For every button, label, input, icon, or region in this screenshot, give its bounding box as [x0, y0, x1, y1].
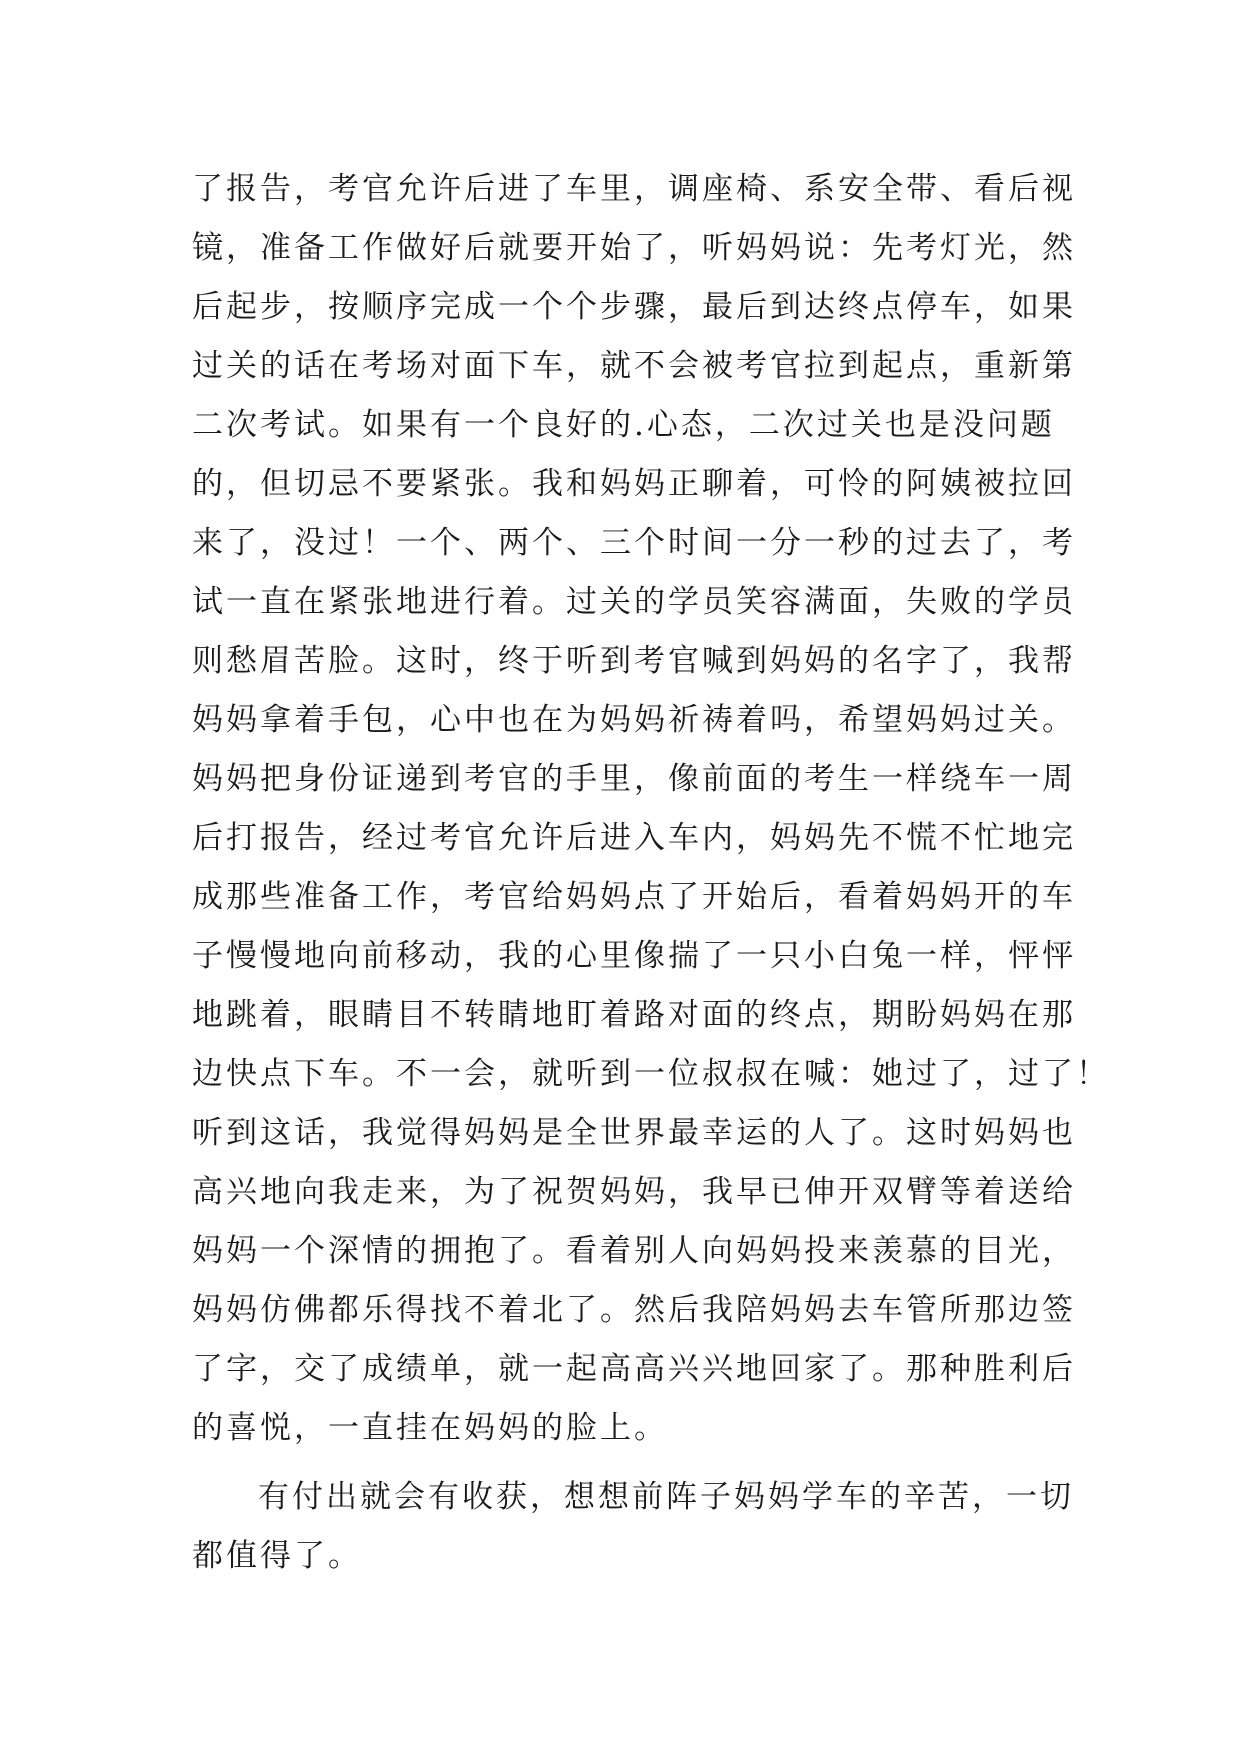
text-line: 则愁眉苦脸。这时，终于听到考官喊到妈妈的名字了，我帮	[192, 643, 1076, 679]
text-line: 成那些准备工作，考官给妈妈点了开始后，看着妈妈开的车	[192, 879, 1076, 915]
text-line: 边快点下车。不一会，就听到一位叔叔在喊：她过了，过了！	[192, 1056, 1110, 1092]
text-line: 来了，没过！一个、两个、三个时间一分一秒的过去了，考	[192, 525, 1076, 561]
text-line: 二次考试。如果有一个良好的.心态，二次过关也是没问题	[192, 407, 1055, 443]
text-line: 听到这话，我觉得妈妈是全世界最幸运的人了。这时妈妈也	[192, 1115, 1076, 1151]
text-line: 有付出就会有收获，想想前阵子妈妈学车的辛苦，一切	[258, 1479, 1074, 1515]
text-line: 了报告，考官允许后进了车里，调座椅、系安全带、看后视	[192, 171, 1076, 207]
text-line: 都值得了。	[192, 1538, 362, 1574]
paragraph-1	[192, 160, 1110, 1458]
text-line: 高兴地向我走来，为了祝贺妈妈，我早已伸开双臂等着送给	[192, 1174, 1076, 1210]
text-line: 妈妈仿佛都乐得找不着北了。然后我陪妈妈去车管所那边签	[192, 1292, 1076, 1328]
text-line: 镜，准备工作做好后就要开始了，听妈妈说：先考灯光，然	[192, 230, 1076, 266]
text-line: 地跳着，眼睛目不转睛地盯着路对面的终点，期盼妈妈在那	[192, 997, 1076, 1033]
text-line: 试一直在紧张地进行着。过关的学员笑容满面，失败的学员	[192, 584, 1076, 620]
text-line: 子慢慢地向前移动，我的心里像揣了一只小白兔一样，怦怦	[192, 938, 1076, 974]
text-line: 的喜悦，一直挂在妈妈的脸上。	[192, 1410, 668, 1446]
text-line: 后打报告，经过考官允许后进入车内，妈妈先不慌不忙地完	[192, 820, 1076, 856]
document-body	[192, 160, 1110, 1586]
text-line: 妈妈拿着手包，心中也在为妈妈祈祷着吗，希望妈妈过关。	[192, 702, 1076, 738]
text-line: 妈妈一个深情的拥抱了。看着别人向妈妈投来羡慕的目光，	[192, 1233, 1076, 1269]
text-line: 的，但切忌不要紧张。我和妈妈正聊着，可怜的阿姨被拉回	[192, 466, 1076, 502]
text-line: 过关的话在考场对面下车，就不会被考官拉到起点，重新第	[192, 348, 1076, 384]
paragraph-2	[192, 1468, 1072, 1586]
text-line: 了字，交了成绩单，就一起高高兴兴地回家了。那种胜利后	[192, 1351, 1076, 1387]
text-line: 后起步，按顺序完成一个个步骤，最后到达终点停车，如果	[192, 289, 1076, 325]
text-line: 妈妈把身份证递到考官的手里，像前面的考生一样绕车一周	[192, 761, 1076, 797]
